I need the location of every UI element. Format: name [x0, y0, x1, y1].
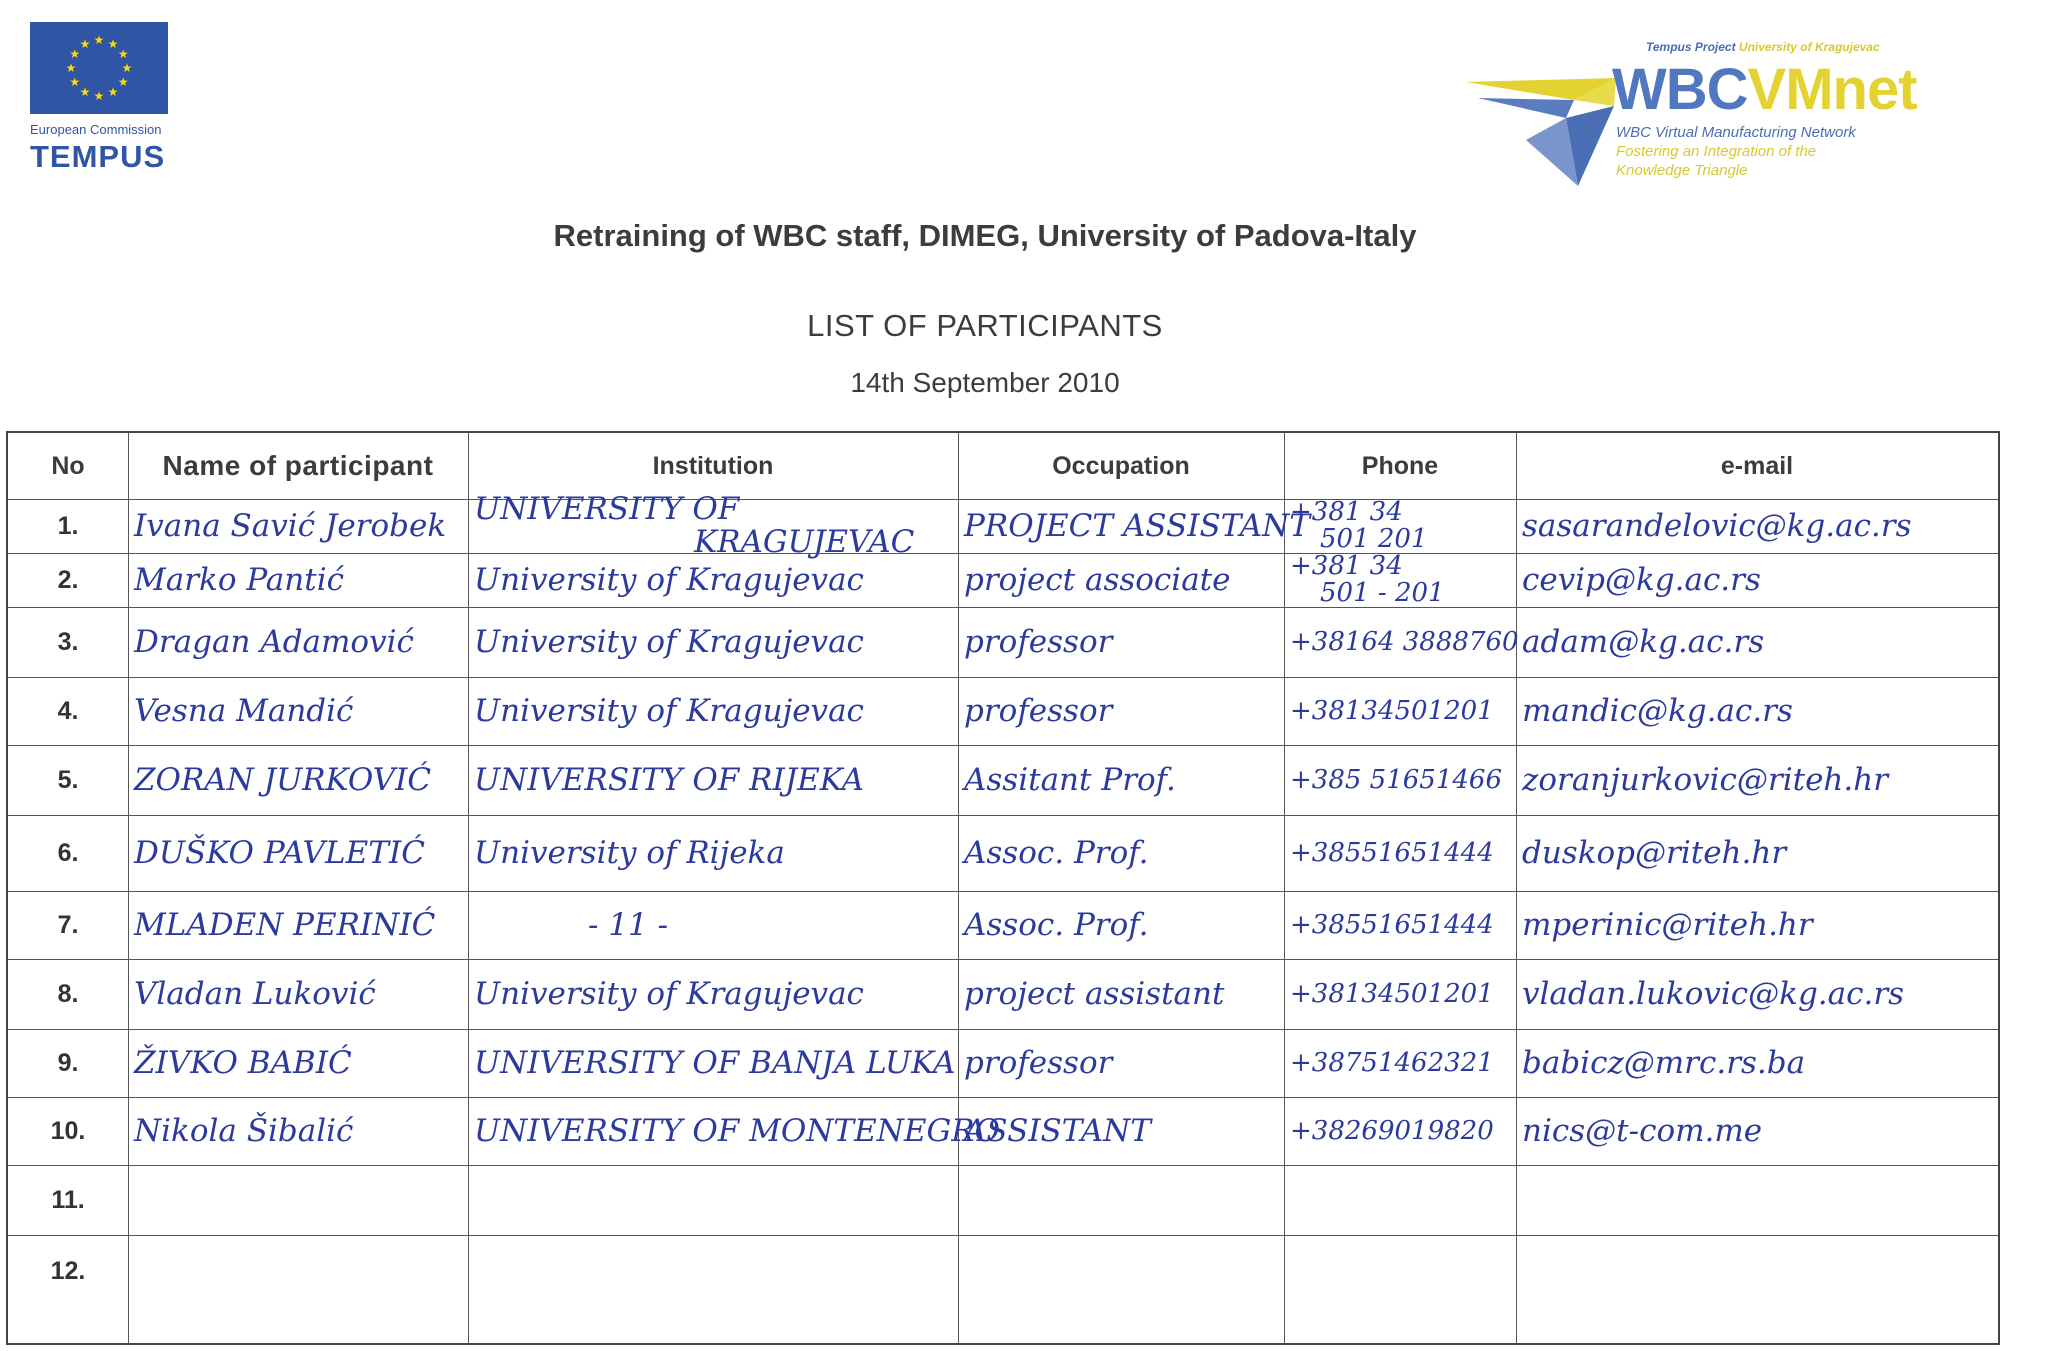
table-row — [8, 491, 1998, 560]
eu-star-icon: ★ — [79, 85, 91, 100]
cell-name: Vesna Mandić — [134, 693, 354, 729]
cell-name: Marko Pantić — [134, 562, 344, 598]
header-occupation: Occupation — [1052, 451, 1190, 480]
cell-institution — [468, 1235, 958, 1307]
wbc-tagline-2: Fostering an Integration of the — [1616, 143, 1817, 160]
wbc-project-prefix: Tempus Project — [1646, 40, 1736, 54]
table-row — [8, 959, 1998, 1029]
cell-occupation: project assistant — [964, 976, 1225, 1012]
phone-line: 501 - 201 — [1320, 578, 1445, 608]
cell-occupation: ASSISTANT — [964, 1113, 1151, 1149]
cell-name: Ivana Savić Jerobek — [134, 508, 447, 544]
cell-institution: University of Rijeka — [474, 835, 785, 871]
cell-phone: +38164 3888760 — [1290, 627, 1519, 657]
cell-institution: University of Kragujevac — [474, 562, 864, 598]
header-no: No — [51, 451, 85, 480]
wbc-wordmark-part1: WBC — [1612, 57, 1748, 122]
cell-institution: UNIVERSITY OF BANJA LUKA — [474, 1045, 956, 1081]
cell-phone: +38551651444 — [1290, 910, 1494, 940]
cell-name: MLADEN PERINIĆ — [134, 907, 436, 943]
wbcvmnet-logo — [1466, 36, 1916, 186]
row-number: 1. — [57, 511, 79, 540]
cell-name: Dragan Adamović — [134, 624, 414, 660]
row-number: 9. — [57, 1048, 79, 1077]
cell-email: mperinic@riteh.hr — [1522, 907, 1813, 943]
cell-phone: +38134501201 — [1290, 979, 1494, 1009]
header-name: Name of participant — [162, 450, 434, 481]
cell-name: ŽIVKO BABIĆ — [134, 1045, 352, 1081]
cell-phone — [1284, 496, 1516, 554]
cell-email: vladan.lukovic@kg.ac.rs — [1522, 976, 1905, 1012]
cell-email: babicz@mrc.rs.ba — [1522, 1045, 1806, 1081]
institution-line: KRAGUJEVAC — [694, 524, 915, 560]
eu-star-icon: ★ — [69, 75, 81, 89]
cell-institution — [468, 491, 958, 560]
eu-tempus-logo — [30, 22, 180, 175]
row-number: 3. — [57, 627, 79, 656]
cell-phone — [1284, 1235, 1516, 1307]
cell-email: duskop@riteh.hr — [1522, 835, 1787, 871]
table-row — [8, 607, 1998, 677]
cell-email: mandic@kg.ac.rs — [1522, 693, 1793, 729]
cell-name: DUŠKO PAVLETIĆ — [134, 835, 425, 871]
cell-phone: +38134501201 — [1290, 696, 1494, 726]
cell-email: zoranjurkovic@riteh.hr — [1522, 762, 1889, 798]
table-row — [8, 1235, 1998, 1307]
eu-star-icon: ★ — [107, 85, 119, 100]
table-row — [8, 1165, 1998, 1235]
header-phone: Phone — [1361, 451, 1439, 480]
eu-star-icon: ★ — [93, 89, 105, 103]
cell-email: sasarandelovic@kg.ac.rs — [1522, 508, 1912, 544]
cell-email: nics@t-com.me — [1522, 1113, 1763, 1149]
cell-email — [1516, 1235, 1998, 1307]
eu-star-icon: ★ — [117, 47, 129, 61]
table-row — [8, 1029, 1998, 1097]
cell-name: ZORAN JURKOVIĆ — [134, 762, 432, 798]
row-number: 8. — [57, 979, 79, 1008]
cell-name: Nikola Šibalić — [134, 1113, 354, 1149]
participants-table — [6, 431, 2000, 1345]
table-row — [8, 1097, 1998, 1165]
cell-email: adam@kg.ac.rs — [1522, 624, 1765, 660]
phone-line: +381 34 — [1290, 496, 1403, 527]
wbc-project-line — [1646, 40, 1880, 54]
cell-name: Vladan Luković — [134, 976, 376, 1012]
cell-institution: University of Kragujevac — [474, 693, 864, 729]
header-email: e-mail — [1720, 451, 1794, 480]
row-number: 7. — [57, 910, 79, 939]
table-row — [8, 891, 1998, 959]
cell-phone: +385 51651466 — [1290, 765, 1503, 795]
cell-occupation — [958, 1165, 1284, 1235]
tempus-wordmark: TEMPUS — [30, 139, 166, 174]
document-subtitle: LIST OF PARTICIPANTS — [807, 308, 1163, 343]
institution-line: UNIVERSITY OF — [474, 491, 740, 528]
cell-occupation: professor — [964, 693, 1113, 729]
cell-phone — [1284, 1165, 1516, 1235]
row-number: 6. — [57, 838, 79, 867]
table-row — [8, 550, 1998, 608]
cell-institution: University of Kragujevac — [474, 624, 864, 660]
row-number: 12. — [50, 1256, 86, 1285]
cell-occupation: Assoc. Prof. — [964, 907, 1149, 943]
eu-star-icon: ★ — [93, 33, 105, 47]
eu-star-icon: ★ — [65, 61, 77, 75]
row-number: 11. — [51, 1185, 85, 1214]
eu-star-icon: ★ — [117, 75, 129, 89]
eu-flag-icon — [30, 22, 168, 114]
wbc-project-suffix: University of Kragujevac — [1738, 40, 1880, 54]
cell-occupation: Assoc. Prof. — [964, 835, 1149, 871]
table-row — [8, 815, 1998, 891]
cell-institution: University of Kragujevac — [474, 976, 864, 1012]
cell-name — [128, 1165, 468, 1235]
cell-institution — [468, 1165, 958, 1235]
eu-star-icon: ★ — [79, 36, 91, 51]
cell-phone: +38269019820 — [1290, 1116, 1494, 1146]
document-title: Retraining of WBC staff, DIMEG, University of Padova-Italy — [553, 218, 1417, 253]
cell-email: cevip@kg.ac.rs — [1522, 562, 1761, 598]
row-number: 2. — [57, 565, 79, 594]
cell-name — [128, 1235, 468, 1307]
cell-institution: UNIVERSITY OF RIJEKA — [474, 762, 865, 798]
cell-occupation: Assitant Prof. — [964, 762, 1176, 798]
table-row — [8, 677, 1998, 745]
cell-institution: UNIVERSITY OF MONTENEGRO — [474, 1113, 1000, 1149]
wbc-tagline-1: WBC Virtual Manufacturing Network — [1616, 124, 1856, 141]
wbc-wordmark-part2: VMnet — [1747, 57, 1917, 122]
table-row — [8, 745, 1998, 815]
cell-email — [1516, 1165, 1998, 1235]
document-date: 14th September 2010 — [850, 367, 1120, 398]
row-number: 5. — [57, 765, 79, 794]
eu-star-icon: ★ — [107, 36, 119, 51]
eu-star-icon: ★ — [121, 61, 133, 75]
cell-phone: +38751462321 — [1290, 1048, 1494, 1078]
cell-occupation: project associate — [964, 562, 1231, 598]
phone-line: 501 201 — [1320, 524, 1428, 554]
cell-institution: - 11 - — [588, 907, 669, 943]
cell-occupation: professor — [964, 1045, 1113, 1081]
cell-occupation: professor — [964, 624, 1113, 660]
cell-phone: +38551651444 — [1290, 838, 1494, 868]
eu-caption: European Commission — [30, 122, 162, 137]
row-number: 4. — [57, 696, 79, 725]
cell-occupation: PROJECT ASSISTANT — [964, 508, 1310, 544]
cell-occupation — [958, 1235, 1284, 1307]
row-number: 10. — [50, 1116, 86, 1145]
wbc-tagline-3: Knowledge Triangle — [1616, 162, 1748, 179]
cell-phone — [1284, 550, 1516, 608]
eu-star-icon: ★ — [69, 47, 81, 61]
phone-line: +381 34 — [1290, 550, 1403, 581]
header-institution: Institution — [652, 451, 774, 480]
wbc-wordmark — [1612, 56, 1917, 123]
